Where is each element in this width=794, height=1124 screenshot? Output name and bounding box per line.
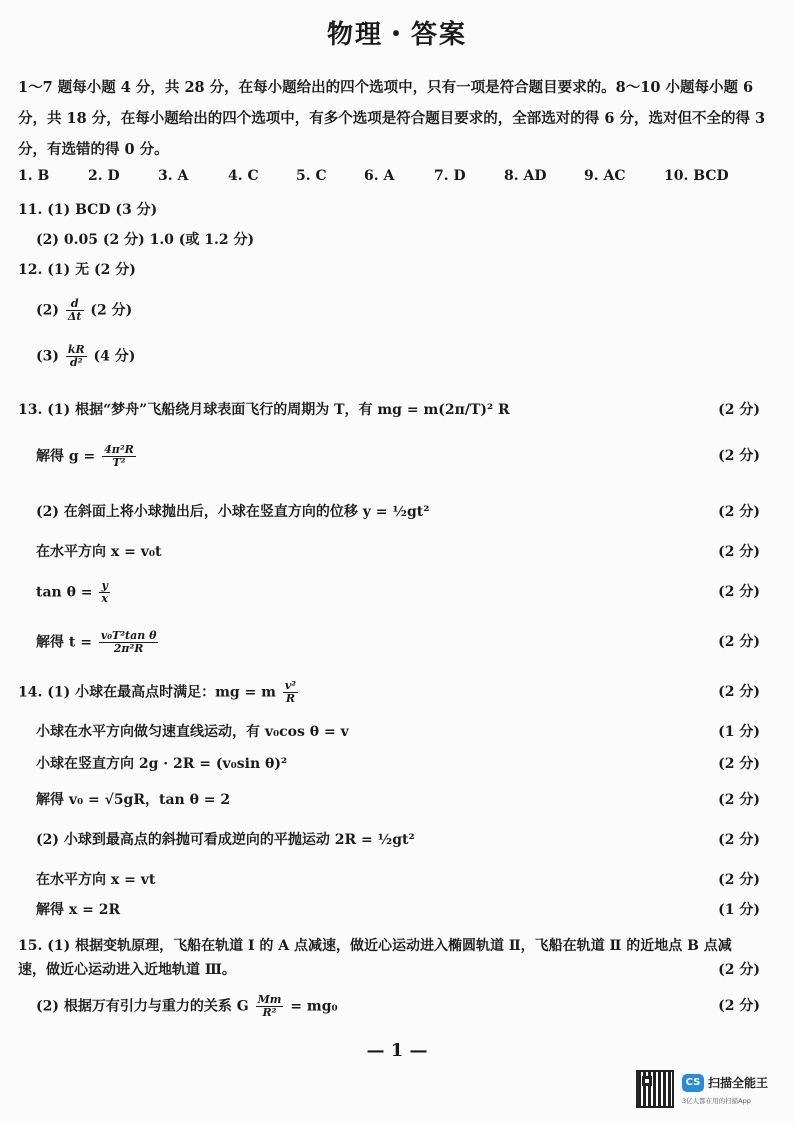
q14-line-6 (36, 868, 776, 892)
q13-fraction: $\frac{y}{x}$ (101, 579, 108, 605)
score-label: (2 分) (718, 684, 760, 700)
q13-text: (2) 在斜面上将小球抛出后，小球在竖直方向的位移 y = ½gt² (36, 504, 430, 520)
score-label: (2 分) (718, 544, 760, 560)
choice-answer: 5. C (296, 168, 327, 184)
choice-answer: 4. C (228, 168, 259, 184)
q11-answer-2: (2) 0.05 (2 分) 1.0 (或 1.2 分) (36, 232, 255, 248)
score-label: (2 分) (718, 448, 760, 464)
choice-answer: 2. D (88, 168, 120, 184)
q13-line-6 (36, 630, 776, 654)
q14-line-5 (36, 828, 776, 852)
choice-answer: 7. D (434, 168, 466, 184)
q15-line-1 (18, 934, 776, 958)
q13-text: 解得 g = (36, 448, 96, 465)
q14-line-7 (36, 898, 776, 922)
q14-line-4 (36, 788, 776, 812)
scanner-tagline: 3亿人都在用的扫描App (682, 1097, 751, 1105)
q13-line-2 (36, 444, 776, 468)
q15-line-2 (18, 958, 776, 982)
q15-line-3 (36, 994, 776, 1018)
choice-answer: 3. A (158, 168, 189, 184)
choice-answer: 6. A (364, 168, 395, 184)
score-label: (2 分) (718, 756, 760, 772)
score-label: (1 分) (718, 902, 760, 918)
score-label: (2 分) (718, 872, 760, 888)
score-label: (1 分) (718, 724, 760, 740)
score-label: (2 分) (718, 962, 760, 978)
q13-fraction: $\frac{\text{4π²R}}{\text{T²}}$ (104, 443, 134, 469)
qr-code-icon (636, 1070, 674, 1108)
q12-answer-1: 12. (1) 无 (2 分) (18, 262, 136, 278)
q12-answer-3 (36, 344, 776, 368)
q14-text: 14. (1) 小球在最高点时满足：mg = m (18, 684, 276, 701)
q14-text: 在水平方向 x = vt (36, 872, 156, 888)
score-label: (2 分) (718, 792, 760, 808)
q14-line-2 (36, 720, 776, 744)
q12-score: (2 分) (90, 302, 133, 319)
q13-line-4 (36, 540, 776, 564)
score-label: (2 分) (718, 504, 760, 520)
q14-text: 小球在水平方向做匀速直线运动，有 v₀cos θ = v (36, 724, 349, 740)
choice-answer: 10. BCD (664, 168, 729, 184)
choice-answer: 8. AD (504, 168, 547, 184)
score-label: (2 分) (718, 402, 760, 418)
q12-answer-2 (36, 298, 776, 322)
choice-answers-row (18, 168, 758, 192)
q14-fraction: $\frac{\text{v²}}{R}$ (284, 679, 297, 705)
q13-text: 在水平方向 x = v₀t (36, 544, 162, 560)
q12-score: (4 分) (93, 348, 136, 365)
q13-line-3 (36, 500, 776, 524)
score-label: (2 分) (718, 832, 760, 848)
choice-answer: 9. AC (584, 168, 626, 184)
page-number: — 1 — (366, 1040, 428, 1061)
q12-fraction: $\frac{kR}{\text{d²}}$ (67, 343, 85, 369)
q12-fraction: $\frac{d}{\Delta t}$ (67, 297, 82, 323)
choice-answer: 1. B (18, 168, 50, 184)
q13-text: tan θ = (36, 584, 93, 601)
q11-answer-1: 11. (1) BCD (3 分) (18, 202, 158, 218)
q14-text: 小球在竖直方向 2g · 2R = (v₀sin θ)² (36, 756, 288, 772)
camscanner-logo-icon: CS (682, 1074, 704, 1092)
q13-fraction: $\frac{\text{v₀T²tan θ}}{\text{2π²R}}$ (100, 629, 157, 655)
q12-part-label: (2) (36, 302, 59, 319)
q14-text: 解得 v₀ = √5gR，tan θ = 2 (36, 792, 231, 808)
q15-text: (2) 根据万有引力与重力的关系 G (36, 998, 249, 1015)
q15-text: 速，做近心运动进入近地轨道 Ⅲ。 (18, 962, 236, 978)
q14-line-3 (36, 752, 776, 776)
q13-text: 13. (1) 根据“梦舟”飞船绕月球表面飞行的周期为 T，有 mg = m(2π/T)² R (18, 402, 510, 418)
scoring-instructions: 1～7 题每小题 4 分，共 28 分，在每小题给出的四个选项中，只有一项是符合题目要求的。8～10 小题每小题 6 分，共 18 分，在每小题给出的四个选项中，有多个选项是符合题目要求的，全部选对的得 6 分，选对但不全的得 3 分，有选错的得 0 分。 (18, 79, 766, 158)
score-label: (2 分) (718, 998, 760, 1014)
page-title: 物理・答案 (326, 20, 467, 50)
score-label: (2 分) (718, 634, 760, 650)
q15-fraction: $\frac{Mm}{\text{R²}}$ (257, 993, 282, 1019)
q14-text: (2) 小球到最高点的斜抛可看成逆向的平抛运动 2R = ½gt² (36, 832, 415, 848)
scanner-app-name: 扫描全能王 (708, 1076, 769, 1090)
q13-text: 解得 t = (36, 634, 92, 651)
q14-text: 解得 x = 2R (36, 902, 121, 918)
q15-text: = mg₀ (290, 998, 338, 1015)
q15-text: 15. (1) 根据变轨原理，飞船在轨道 Ⅰ 的 A 点减速，做近心运动进入椭圆轨道 Ⅱ，飞船在轨道 Ⅱ 的近地点 B 点减 (18, 938, 732, 954)
q13-line-1 (18, 398, 776, 422)
q14-line-1 (18, 680, 776, 704)
scanner-watermark (636, 1070, 786, 1112)
q13-line-5 (36, 580, 776, 604)
q12-part-label: (3) (36, 348, 59, 365)
score-label: (2 分) (718, 584, 760, 600)
